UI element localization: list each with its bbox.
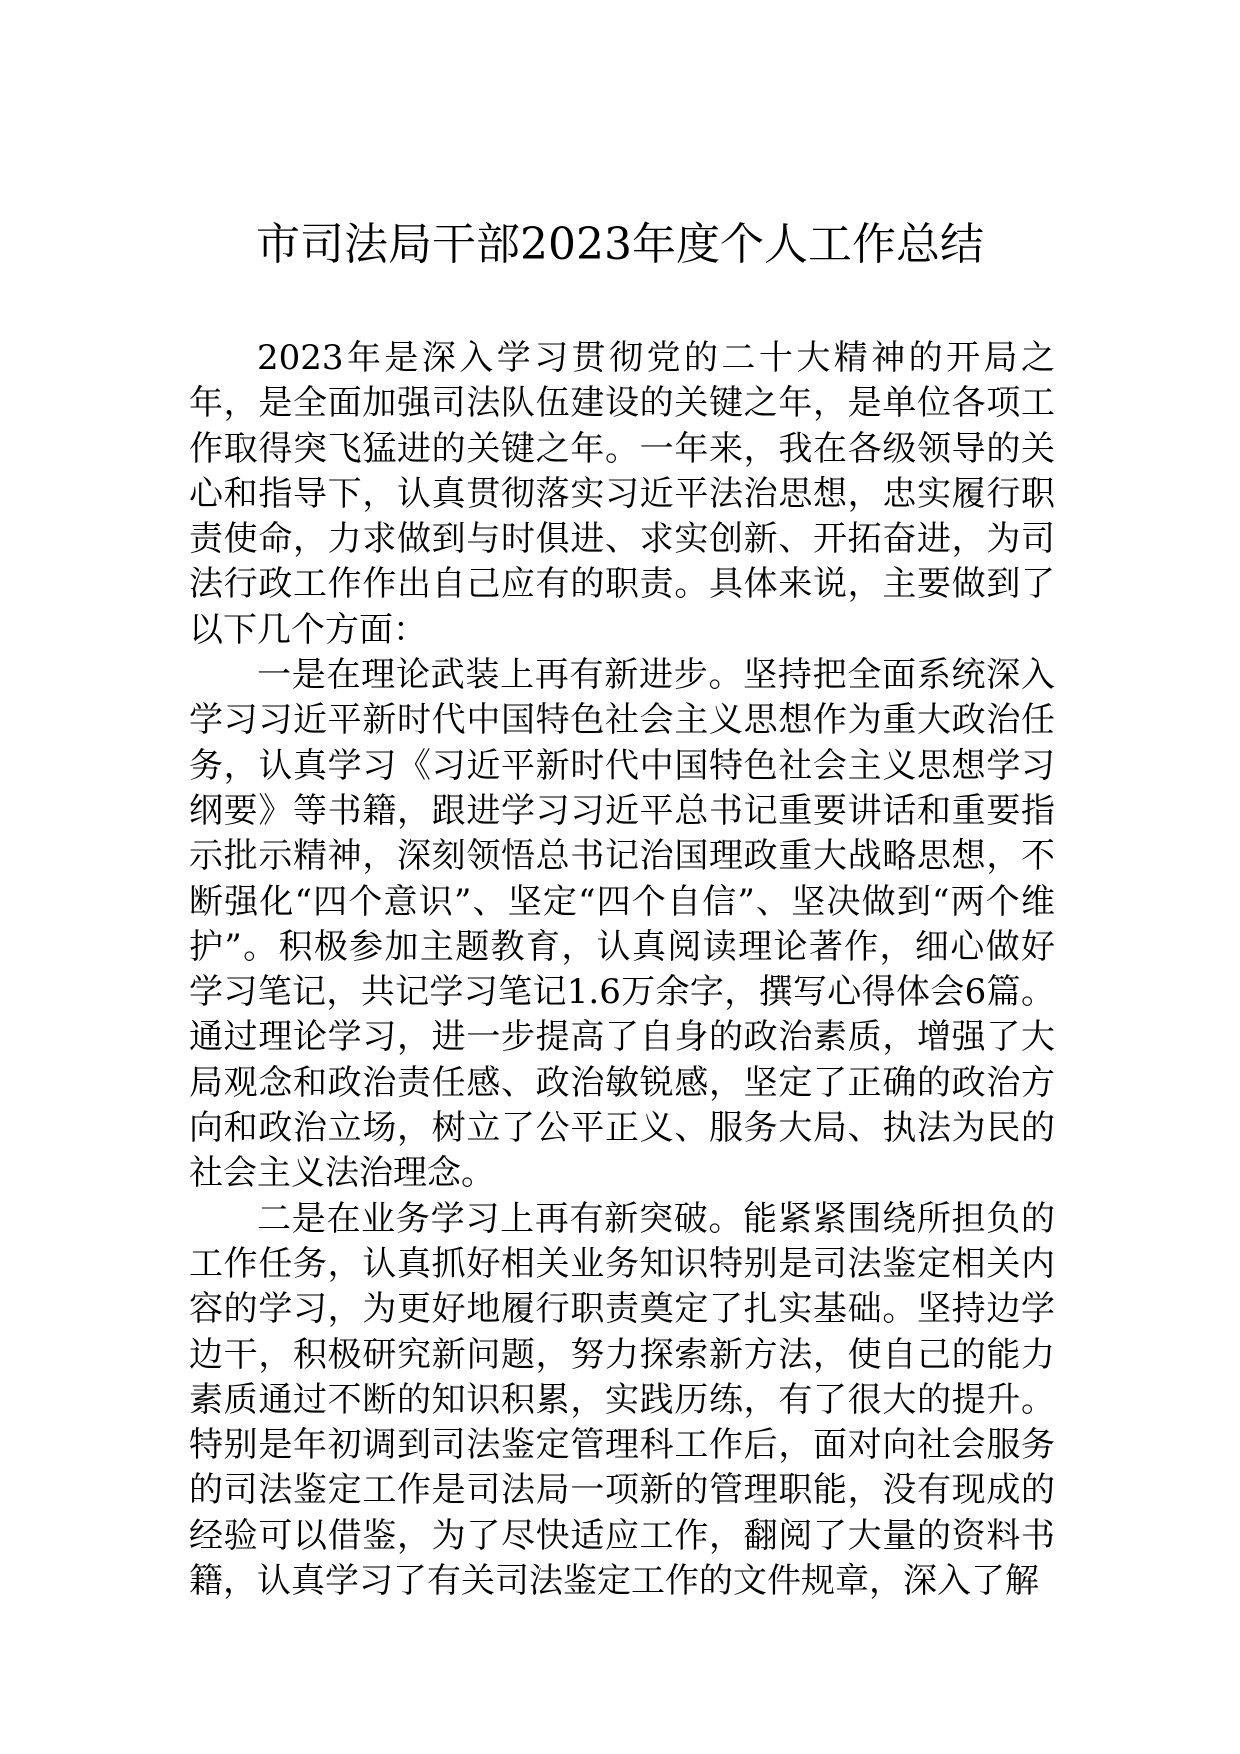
- document-body: [189, 336, 1055, 1604]
- paragraph-intro: 2023年是深入学习贯彻党的二十大精神的开局之年，是全面加强司法队伍建设的关键之年，是单位各项工作取得突飞猛进的关键之年。一年来，我在各级领导的关心和指导下，认真贯彻落实习近平法治思想，忠实履行职责使命，力求做到与时俱进、求实创新、开拓奋进，为司法行政工作作出自己应有的职责。具体来说，主要做到了以下几个方面：: [189, 338, 1055, 650]
- paragraph-theory: 一是在理论武装上再有新进步。坚持把全面系统深入学习习近平新时代中国特色社会主义思想作为重大政治任务，认真学习《习近平新时代中国特色社会主义思想学习纲要》等书籍，跟进学习习近平总书记重要讲话和重要指示批示精神，深刻领悟总书记治国理政重大战略思想，不断强化“四个意识”、坚定“四个自信”、坚决做到“两个维护”。积极参加主题教育，认真阅读理论著作，细心做好学习笔记，共记学习笔记1.6万余字，撰写心得体会6篇。通过理论学习，进一步提高了自身的政治素质，增强了大局观念和政治责任感、政治敏锐感，坚定了正确的政治方向和政治立场，树立了公平正义、服务大局、执法为民的社会主义法治理念。: [189, 655, 1055, 1194]
- document-title: 市司法局干部2023年度个人工作总结: [256, 219, 984, 270]
- paragraph-business: 二是在业务学习上再有新突破。能紧紧围绕所担负的工作任务，认真抓好相关业务知识特别是司法鉴定相关内容的学习，为更好地履行职责奠定了扎实基础。坚持边学边干，积极研究新问题，努力探索新方法，使自己的能力素质通过不断的知识积累，实践历练，有了很大的提升。特别是年初调到司法鉴定管理科工作后，面对向社会服务的司法鉴定工作是司法局一项新的管理职能，没有现成的经验可以借鉴，为了尽快适应工作，翻阅了大量的资料书籍，认真学习了有关司法鉴定工作的文件规章，深入了解: [189, 1198, 1055, 1602]
